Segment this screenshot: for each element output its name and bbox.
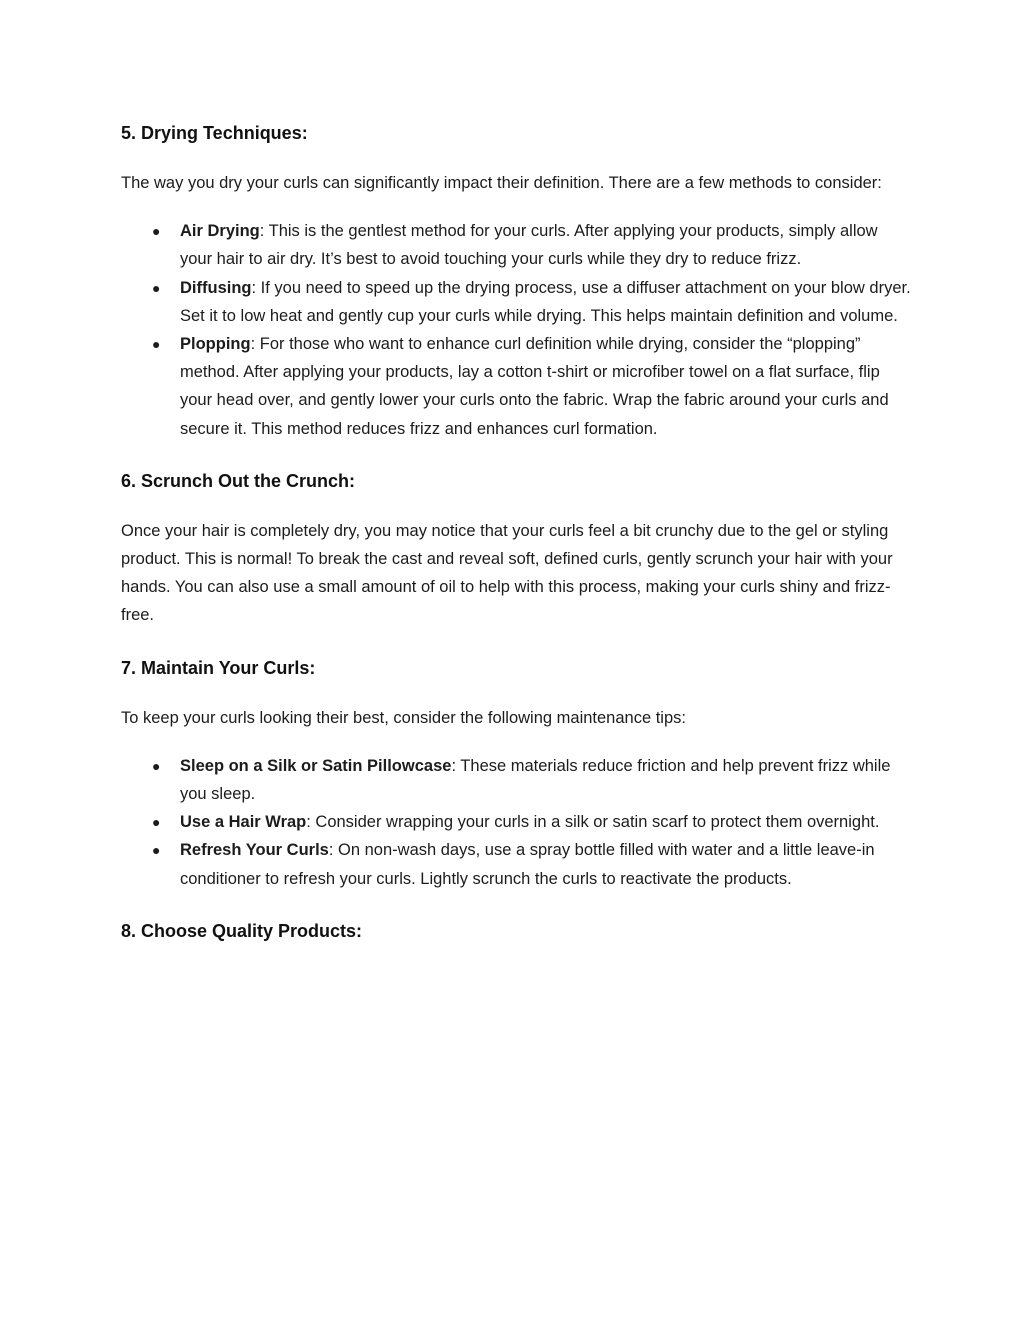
bullet-icon: ● xyxy=(152,336,161,353)
section-heading: 5. Drying Techniques: xyxy=(121,123,308,143)
bullet-term: Air Drying xyxy=(180,222,260,241)
section-maintain-your-curls xyxy=(121,654,911,917)
bullet-list xyxy=(121,752,911,893)
bullet-text: : On non-wash days, use a spray bottle filled with water and a little leave-in conditioner to refresh your curls. Lightly scrunch the curls to reactivate the products. xyxy=(180,841,875,888)
bullet-text: : This is the gentlest method for your curls. After applying your products, simply allow your hair to air dry. It’s best to avoid touching your curls while they dry to reduce frizz. xyxy=(180,222,878,269)
document-page xyxy=(121,119,911,945)
section-heading: 8. Choose Quality Products: xyxy=(121,920,363,941)
section-intro: The way you dry your curls can significantly impact their definition. There are a few methods to consider: xyxy=(121,174,882,192)
bullet-term: Plopping xyxy=(180,335,251,354)
section-heading: 7. Maintain Your Curls: xyxy=(121,657,316,678)
section-intro: To keep your curls looking their best, consider the following maintenance tips: xyxy=(121,708,686,727)
section-intro: Once your hair is completely dry, you may notice that your curls feel a bit crunchy due to the gel or styling product. This is normal! To break the cast and reveal soft, defined curls, gently scrunch your hair with your hands. You can also use a small amount of oil to help with this process, making your curls shiny and frizz-free. xyxy=(121,521,893,625)
bullet-text: : For those who want to enhance curl definition while drying, consider the “plopping” method. After applying your products, lay a cotton t-shirt or microfiber towel on a flat surface, flip your head over, and gently lower your curls onto the fabric. Wrap the fabric around your curls and secure it. This method reduces frizz and enhances curl formation. xyxy=(180,335,889,438)
list-item xyxy=(121,330,911,443)
bullet-text: : These materials reduce friction and help prevent frizz while you sleep. xyxy=(180,756,891,804)
section-scrunch-out-the-crunch xyxy=(121,467,911,654)
section-choose-quality-products xyxy=(121,917,911,945)
list-item xyxy=(121,836,911,892)
section-heading: 6. Scrunch Out the Crunch: xyxy=(121,470,356,491)
bullet-text: : Consider wrapping your curls in a silk or satin scarf to protect them overnight. xyxy=(306,813,880,832)
bullet-icon: ● xyxy=(152,223,161,240)
bullet-list xyxy=(121,217,911,443)
bullet-term: Sleep on a Silk or Satin Pillowcase xyxy=(180,756,452,775)
bullet-term: Diffusing xyxy=(180,278,252,297)
bullet-icon: ● xyxy=(152,842,161,859)
bullet-text: : If you need to speed up the drying process, use a diffuser attachment on your blow dryer. Set it to low heat and gently cup your curls while drying. This helps maintain definition and volume. xyxy=(180,278,911,325)
bullet-term: Refresh Your Curls xyxy=(180,841,329,860)
list-item xyxy=(121,752,911,808)
list-item xyxy=(121,217,911,273)
list-item xyxy=(121,274,911,330)
bullet-term: Use a Hair Wrap xyxy=(180,813,307,832)
section-drying-techniques xyxy=(121,119,911,467)
bullet-icon: ● xyxy=(152,279,161,296)
list-item xyxy=(121,808,911,836)
bullet-icon: ● xyxy=(152,814,161,831)
bullet-icon: ● xyxy=(152,757,161,774)
